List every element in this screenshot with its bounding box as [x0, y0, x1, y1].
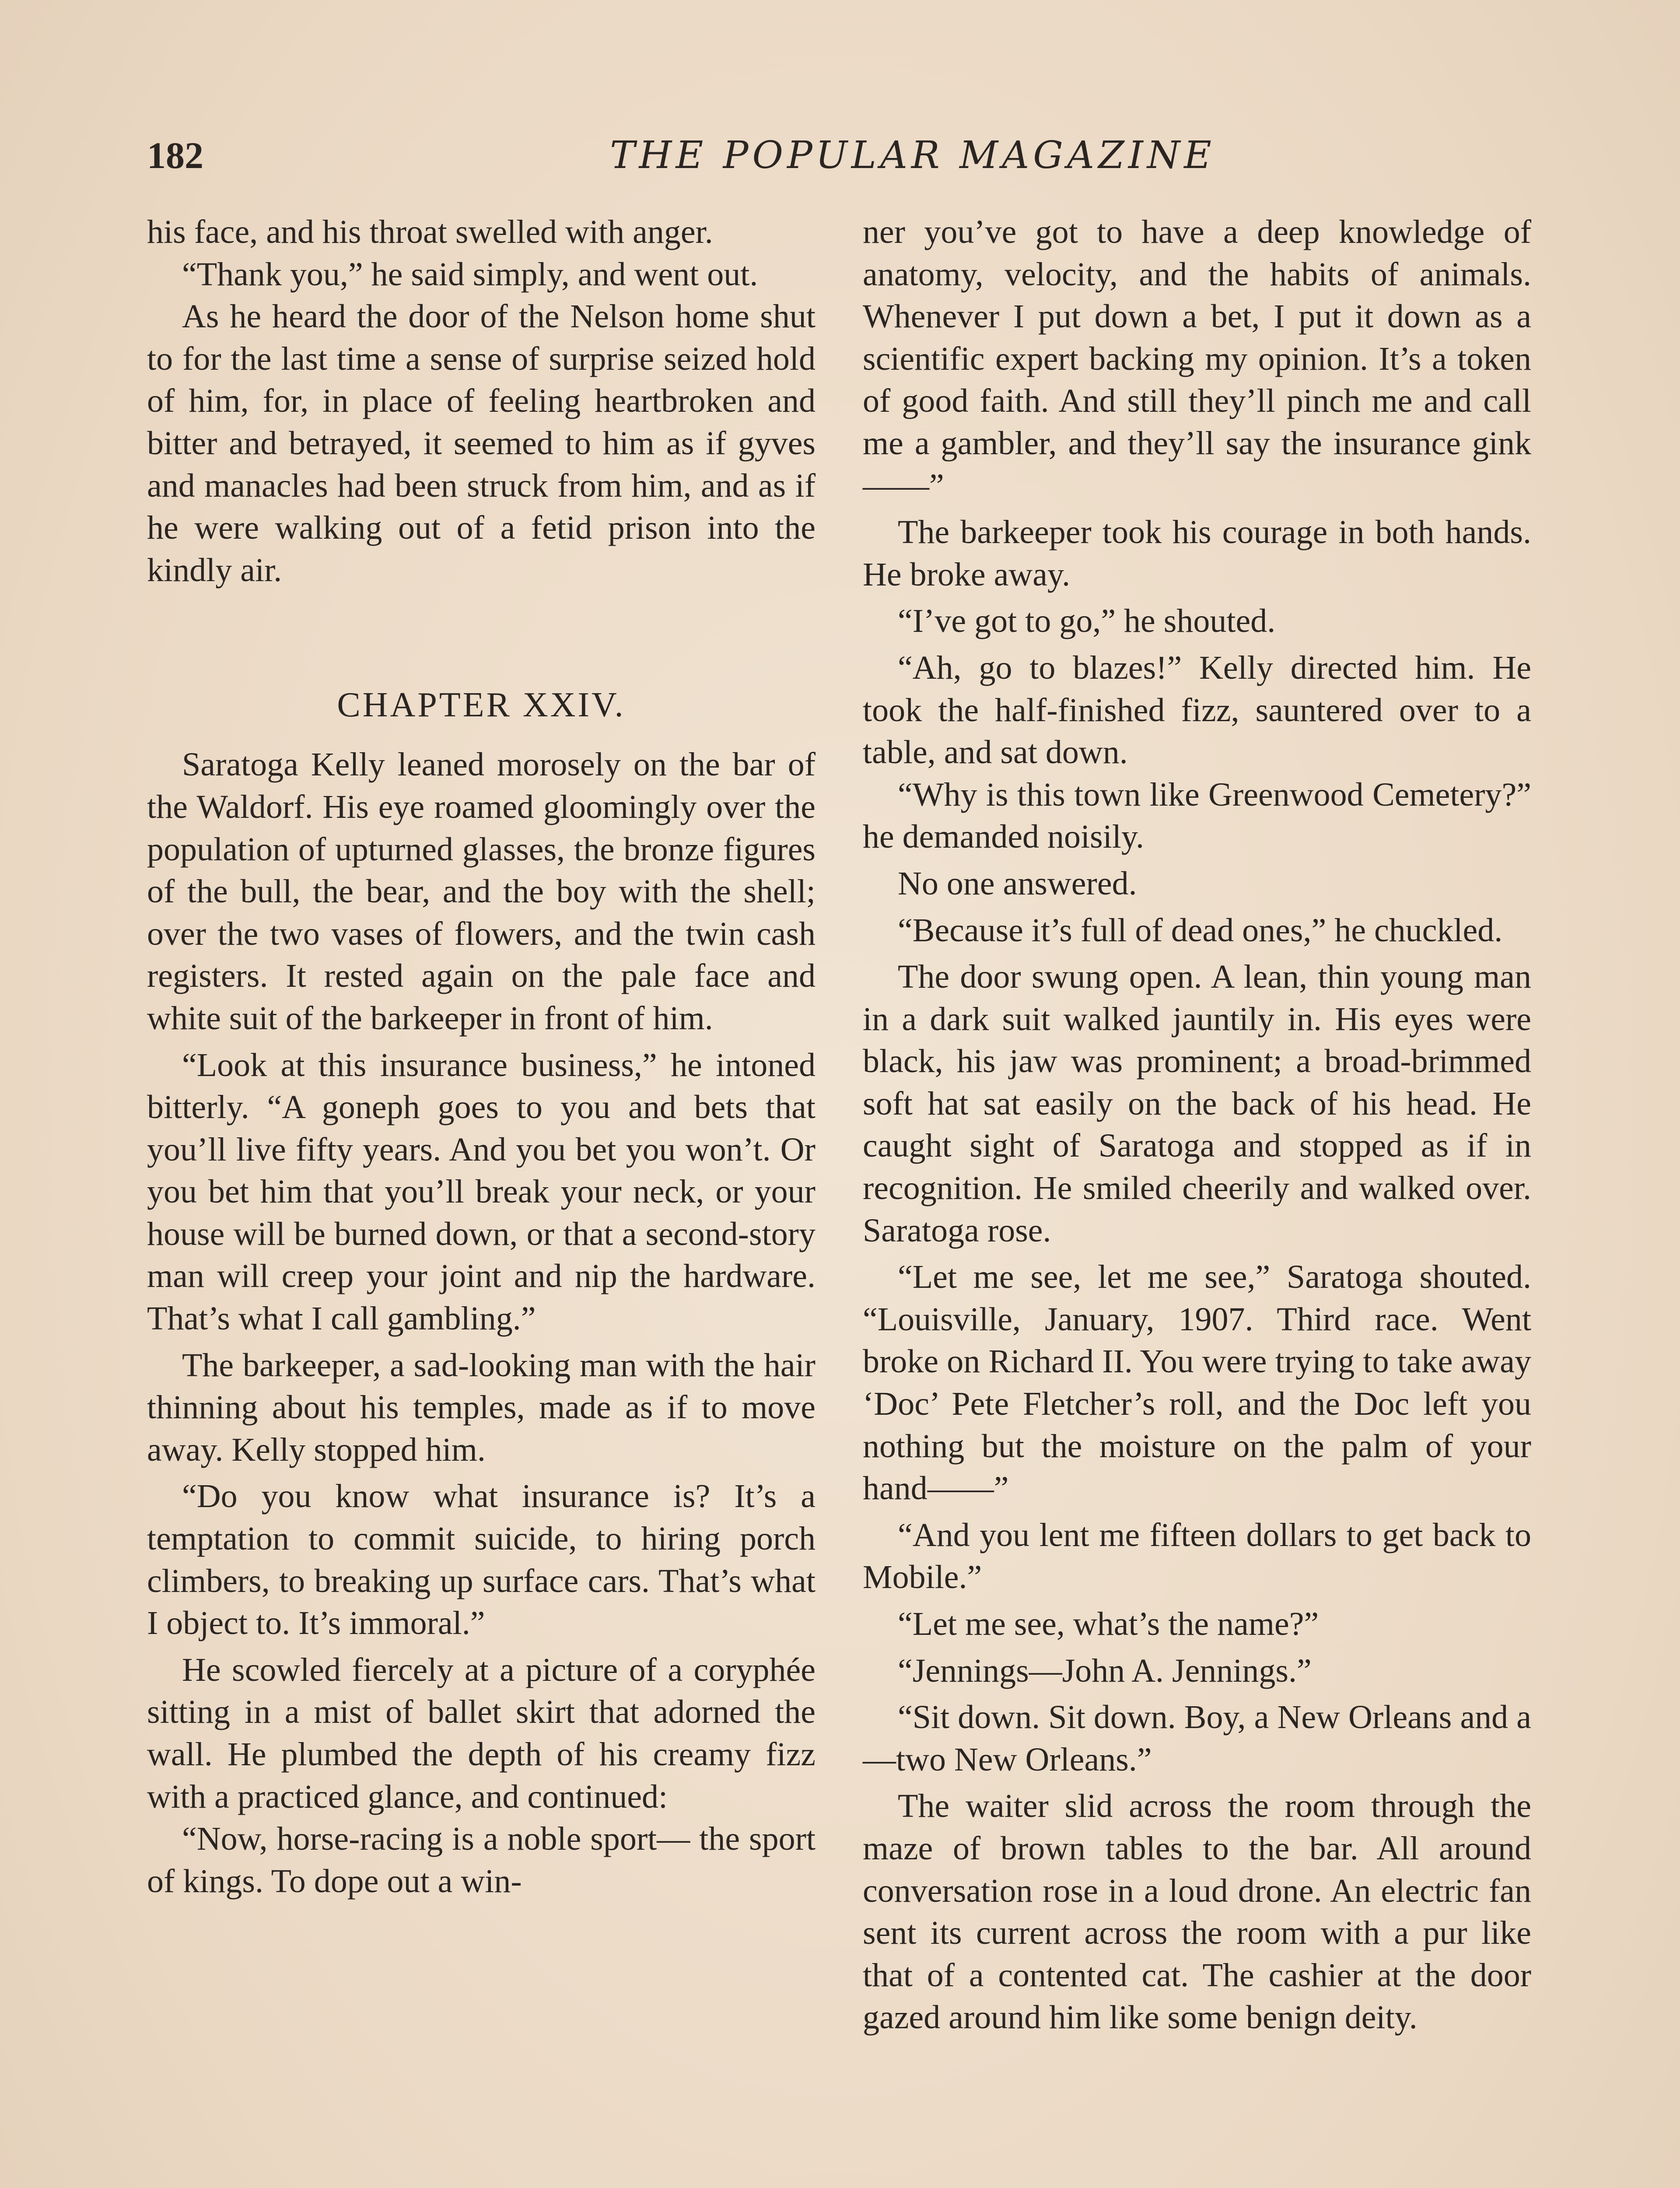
paragraph: The door swung open. A lean, thin young man in a dark suit walked jauntily in. His eyes were black, his jaw was prominent; a broad-brimmed soft hat sat easily on the back of his head. He caught sight of Saratoga and stopped as if in recognition. He smiled cheerily and walked over. Saratoga rose.: [863, 958, 1531, 1249]
page-header: [147, 131, 1540, 179]
paragraph: “I’ve got to go,” he shouted.: [898, 603, 1276, 640]
paragraph: “Jennings—John A. Jennings.”: [898, 1652, 1312, 1689]
paragraph: No one answered.: [898, 865, 1137, 902]
paragraph: Saratoga Kelly leaned morosely on the bar of the Waldorf. His eye roamed gloomingly over the population of upturned glasses, the bronze figures of the bull, the bear, and the boy with the shell; over the two vases of flowers, and the twin cash registers. It rested again on the pale face and white suit of the barkeeper in front of him.: [147, 746, 816, 1037]
paragraph: The barkeeper took his courage in both hands. He broke away.: [863, 514, 1531, 593]
paragraph: “Why is this town like Greenwood Cemetery?” he demanded noisily.: [863, 776, 1531, 856]
paragraph: “Because it’s full of dead ones,” he chuckled.: [898, 912, 1503, 949]
left-column: [147, 211, 816, 2188]
paragraph: “Sit down. Sit down. Boy, a New Orleans and a—two New Orleans.”: [863, 1699, 1531, 1778]
paragraph: “Now, horse-racing is a noble sport— the sport of kings. To dope out a win-: [147, 1820, 816, 1900]
paragraph: The waiter slid across the room through the maze of brown tables to the bar. All around conversation rose in a loud drone. An electric fan sent its current across the room with a pur like that of a contented cat. The cashier at the door gazed around him like some benign deity.: [863, 1788, 1531, 2036]
paragraph: his face, and his throat swelled with anger.: [147, 214, 713, 250]
chapter-heading: CHAPTER XXIV.: [337, 686, 626, 725]
paragraph: “Thank you,” he said simply, and went out.: [182, 256, 758, 293]
paragraph: “Ah, go to blazes!” Kelly directed him. He took the half-finished fizz, sauntered over to a table, and sat down.: [863, 649, 1531, 771]
paragraph: ner you’ve got to have a deep knowledge of anatomy, velocity, and the habits of animals. Whenever I put down a bet, I put it down as a scientific expert backing my opinion. It’s a token of good faith. And still they’ll pinch me and call me a gambler, and they’ll say the insurance gink——”: [863, 214, 1531, 504]
paragraph: “Do you know what insurance is? It’s a temptation to commit suicide, to hiring porch climbers, to breaking up surface cars. That’s what I object to. It’s immoral.”: [147, 1478, 816, 1642]
paragraph: He scowled fiercely at a picture of a coryphée sitting in a mist of ballet skirt that adorned the wall. He plumbed the depth of his creamy fizz with a practiced glance, and continued:: [147, 1651, 816, 1815]
page-number: 182: [147, 134, 203, 176]
paragraph: As he heard the door of the Nelson home shut to for the last time a sense of surprise seized hold of him, for, in place of feeling heartbroken and bitter and betrayed, it seemed to him as if gyves and manacles had been struck from him, and as if he were walking out of a fetid prison into the kindly air.: [147, 298, 816, 589]
paragraph: “And you lent me fifteen dollars to get back to Mobile.”: [863, 1516, 1531, 1596]
paragraph: “Let me see, what’s the name?”: [898, 1606, 1319, 1642]
paragraph: “Look at this insurance business,” he intoned bitterly. “A goneph goes to you and bets that you’ll live fifty years. And you bet you won’t. Or you bet him that you’ll break your neck, or your house will be burned down, or that a second-story man will creep your joint and nip the hardware. That’s what I call gambling.”: [147, 1046, 816, 1337]
paragraph: “Let me see, let me see,” Saratoga shouted. “Louisville, January, 1907. Third race. Went broke on Richard II. You were trying to take away ‘Doc’ Pete Fletcher’s roll, and the Doc left you nothing but the moisture on the palm of your hand——”: [863, 1259, 1531, 1507]
right-column: [863, 211, 1531, 2188]
paragraph: The barkeeper, a sad-looking man with the hair thinning about his temples, made as if to move away. Kelly stopped him.: [147, 1346, 816, 1468]
running-head: THE POPULAR MAGAZINE: [610, 133, 1215, 177]
